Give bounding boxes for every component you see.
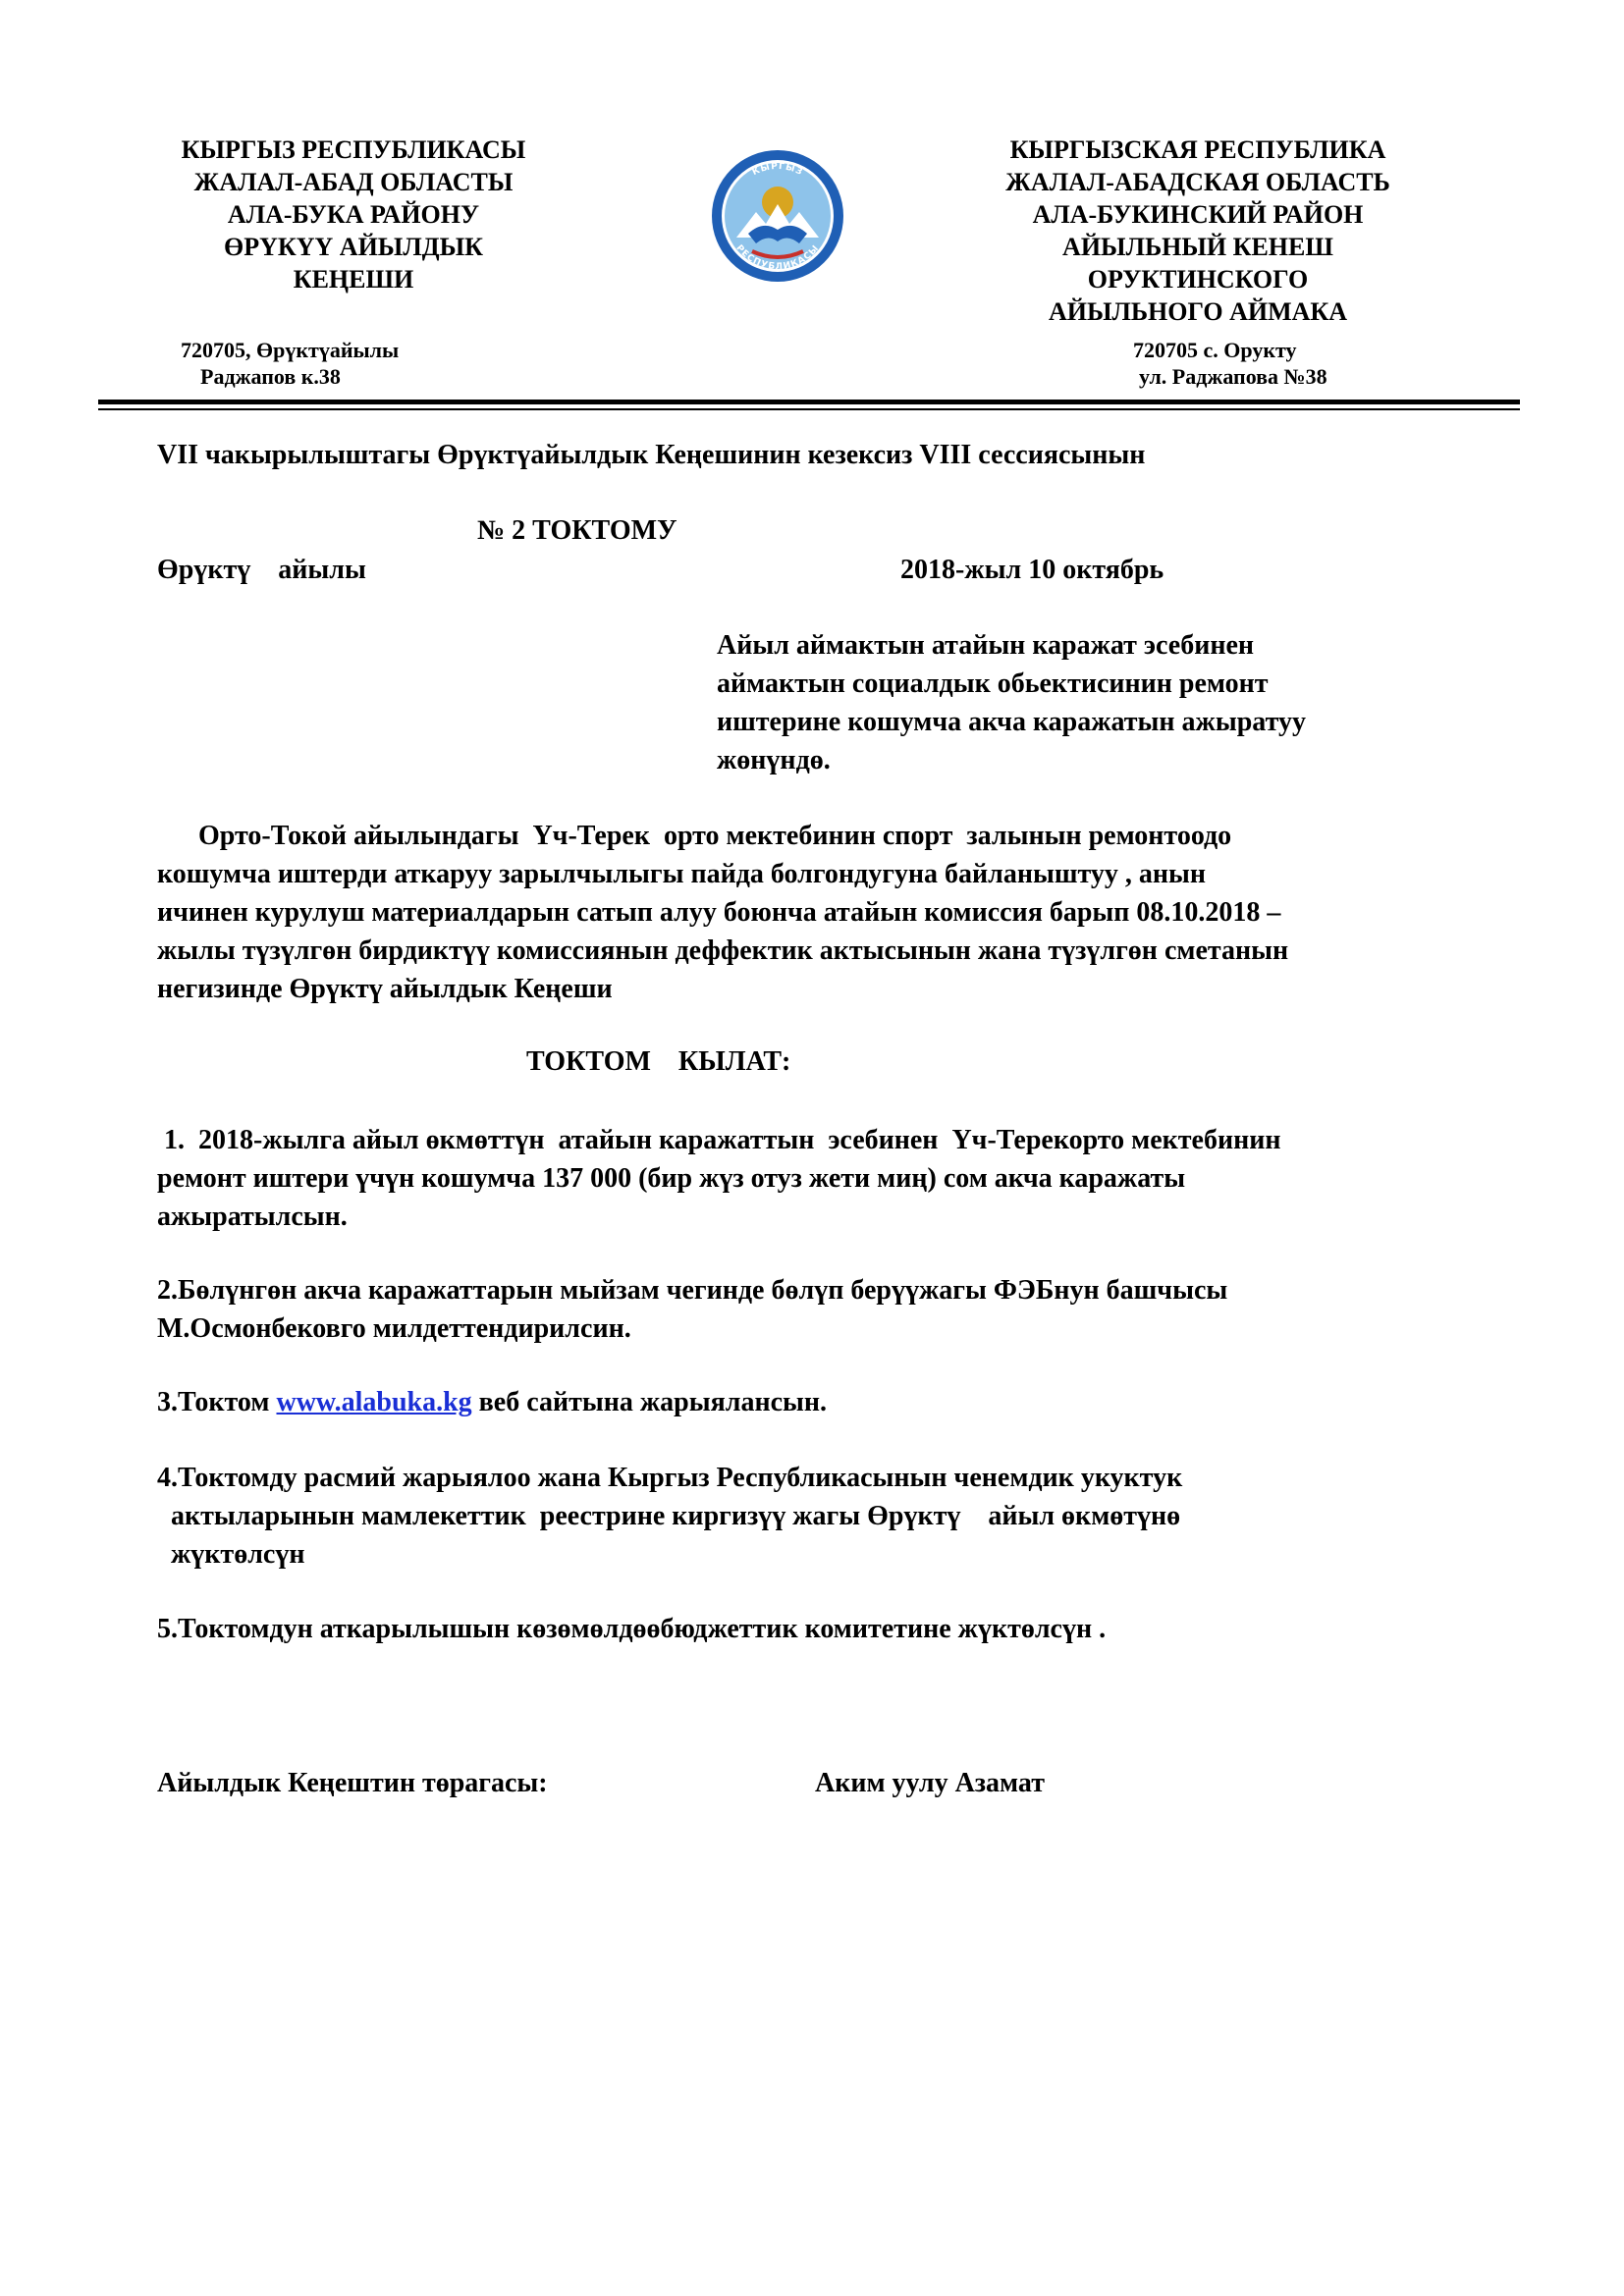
decision-date: 2018-жыл 10 октябрь bbox=[900, 555, 1164, 585]
preamble-line: кошумча иштерди аткаруу зарылчылыгы пайда болгондугуна байланыштуу , анын bbox=[157, 859, 1207, 889]
website-link[interactable]: www.alabuka.kg bbox=[276, 1387, 472, 1417]
resolves-heading: ТОКТОМ КЫЛАТ: bbox=[526, 1046, 791, 1077]
item-3-prefix: 3.Токтом bbox=[157, 1387, 277, 1417]
signature-name: Аким уулу Азамат bbox=[815, 1768, 1045, 1798]
item-2-line: 2.Бөлүнгөн акча каражаттарын мыйзам чегинде бөлүп берүүжагы ФЭБнун башчысы bbox=[157, 1275, 1228, 1306]
preamble bbox=[157, 817, 1288, 1008]
item-1-line: ажыратылсын. bbox=[157, 1201, 348, 1232]
header-left-line: КЕҢЕШИ bbox=[293, 265, 414, 294]
header-right-line: ЖАЛАЛ-АБАДСКАЯ ОБЛАСТЬ bbox=[1005, 168, 1390, 196]
item-3-suffix: веб сайтына жарыялансын. bbox=[471, 1387, 828, 1417]
subject-line: иштерине кошумча акча каражатын ажыратуу bbox=[717, 707, 1306, 737]
resolution-item-1 bbox=[157, 1121, 1281, 1236]
signature-title: Айылдык Кеңештин төрагасы: bbox=[157, 1768, 548, 1798]
header-left-line: АЛА-БУКА РАЙОНУ bbox=[227, 200, 480, 229]
subject-line: Айыл аймактын атайын каражат эсебинен bbox=[717, 630, 1255, 661]
state-emblem bbox=[709, 147, 846, 285]
resolution-item-2 bbox=[157, 1271, 1227, 1348]
left-address-line-1: 720705, Өрүктүайылы bbox=[181, 338, 400, 362]
header-left-authority bbox=[128, 133, 579, 295]
right-address-line-1: 720705 с. Орукту bbox=[1133, 338, 1297, 362]
decision-subject bbox=[717, 626, 1306, 779]
header-right-line: АЙЫЛЬНОГО АЙМАКА bbox=[1048, 297, 1348, 326]
decision-number: № 2 ТОКТОМУ bbox=[477, 515, 677, 546]
item-1-line: ремонт иштери үчүн кошумча 137 000 (бир жүз отуз жети миң) сом акча каражаты bbox=[157, 1163, 1186, 1194]
emblem-top-text: КЫРГЫЗ bbox=[750, 161, 805, 179]
preamble-line: ичинен курулуш материалдарын сатып алуу боюнча атайын комиссия барып 08.10.2018 – bbox=[157, 897, 1281, 928]
item-4-line: 4.Токтомду расмий жарыялоо жана Кыргыз Республикасынын ченемдик укуктук bbox=[157, 1463, 1183, 1493]
header-left-line: ӨРҮКҮҮ АЙЫЛДЫК bbox=[224, 233, 483, 261]
resolution-item-5: 5.Токтомдун аткарылышын көзөмөлдөөбюджеттик комитетине жүктөлсүн . bbox=[157, 1614, 1107, 1644]
item-1-line: 1. 2018-жылга айыл өкмөттүн атайын каражаттын эсебинен Үч-Терекорто мектебинин bbox=[157, 1125, 1281, 1155]
right-address-line-2: ул. Раджапова №38 bbox=[1139, 364, 1327, 389]
preamble-line: Орто-Токой айылындагы Үч-Терек орто мектебинин спорт залынын ремонтоодо bbox=[157, 821, 1232, 851]
emblem-bottom-text: РЕСПУБЛИКАСЫ bbox=[733, 243, 822, 273]
item-4-line: жүктөлсүн bbox=[157, 1539, 305, 1570]
header-divider-thick bbox=[98, 400, 1520, 404]
resolution-item-3 bbox=[157, 1383, 827, 1422]
header-divider-thin bbox=[98, 408, 1520, 410]
item-4-line: актыларынын мамлекеттик реестрине киргизүү жагы Өрүктү айыл өкмөтүнө bbox=[157, 1501, 1181, 1531]
header-right-line: АЙЫЛЬНЫЙ КЕНЕШ bbox=[1062, 233, 1333, 261]
header-left-line: ЖАЛАЛ-АБАД ОБЛАСТЫ bbox=[193, 168, 514, 196]
place-name: Өрүктү айылы bbox=[157, 555, 366, 585]
preamble-line: негизинде Өрүктү айылдык Кеңеши bbox=[157, 974, 613, 1004]
resolution-item-4 bbox=[157, 1459, 1182, 1574]
session-line: VII чакырылыштагы Өрүктүайылдык Кеңешинин кезексиз VIII сессиясынын bbox=[157, 440, 1146, 470]
header-right-line: АЛА-БУКИНСКИЙ РАЙОН bbox=[1032, 200, 1364, 229]
preamble-line: жылы түзүлгөн бирдиктүү комиссиянын деффектик актысынын жана түзүлгөн сметанын bbox=[157, 935, 1289, 966]
header-right-line: ОРУКТИНСКОГО bbox=[1087, 265, 1309, 294]
header-right-authority bbox=[952, 133, 1443, 328]
item-2-line: М.Осмонбековго милдеттендирилсин. bbox=[157, 1313, 631, 1344]
subject-line: жөнүндө. bbox=[717, 745, 831, 775]
header-right-line: КЫРГЫЗСКАЯ РЕСПУБЛИКА bbox=[1009, 135, 1386, 164]
subject-line: аймактын социалдык обьектисинин ремонт bbox=[717, 668, 1269, 699]
header-left-line: КЫРГЫЗ РЕСПУБЛИКАСЫ bbox=[181, 135, 526, 164]
left-address-line-2: Раджапов к.38 bbox=[200, 364, 341, 389]
